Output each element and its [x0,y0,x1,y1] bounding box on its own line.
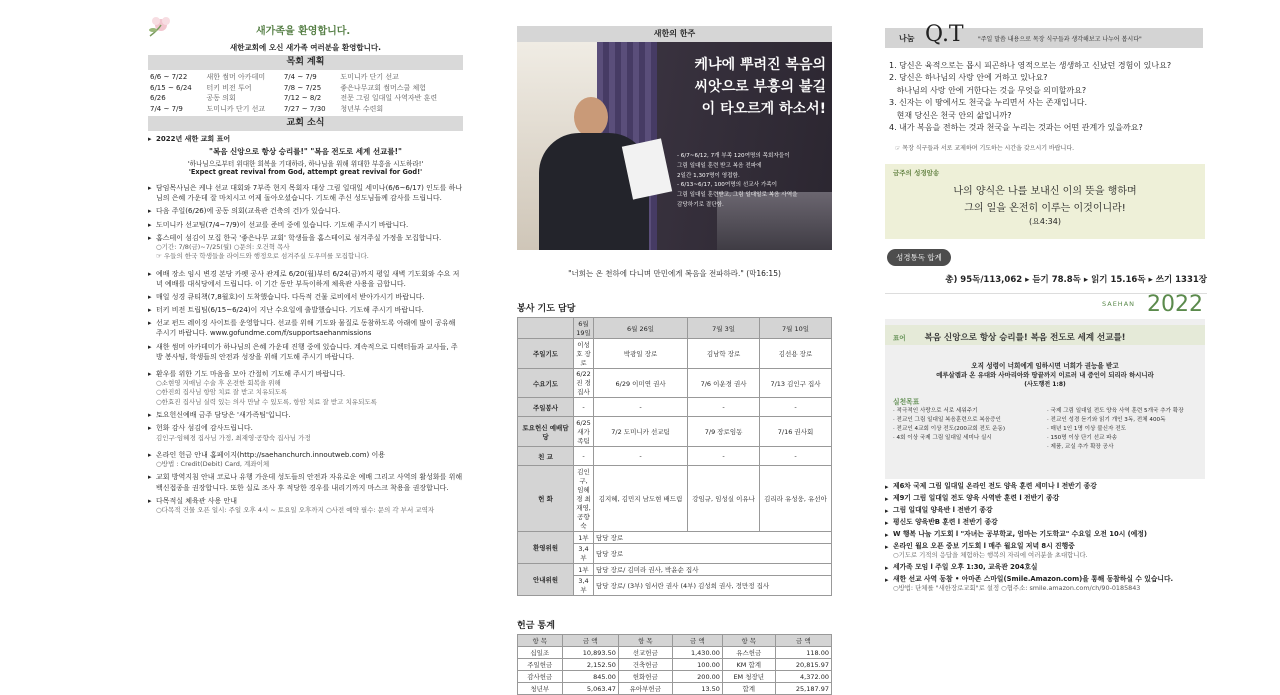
program-item: ▸ W 행복 나눔 기도회 l "자녀는 공부학교, 엄마는 기도학교" 수요일 오전 10시 (예정) [885,530,1207,540]
offering-col: 금 액 [672,635,722,647]
schedule-event: 새한 썸머 아카데미 [206,73,266,81]
offering-item: 헌화헌금 [618,671,672,683]
offering-amount: 25,187.97 [775,683,831,695]
news-subitem: ○한효진 집사님 실력 있는 의사 만날 수 있도록, 항암 치료 잘 받고 치유되도록 [156,397,377,406]
program-item: ▸ 새한 선교 사역 동참 • 아마존 스마일(Smile.Amazon.com)을 통해 동참하실 수 있습니다. [885,575,1207,585]
hymn-header: 새한의 한주 [517,26,832,42]
program-item: ▸ 온라인 월요 오픈 중보 기도회 l 매주 월요일 저녁 8시 진행중 [885,542,1207,552]
service-cell: - [574,447,594,466]
service-cell: 6/29 이미연 권사 [594,369,688,398]
schedule-table [148,72,463,114]
schedule-date: 6/15 ~ 6/24 [150,83,192,92]
goal-item: · 전교인 4교회 이상 전도(200교회 전도 운동) [893,426,1006,433]
offering-amount: 845.00 [562,671,618,683]
program-item: ▸ 세가족 모임 l 주일 오후 1:30, 교육관 204호실 [885,563,1207,573]
schedule-event: 공동 의회 [206,94,236,102]
offering-amount: 13.50 [672,683,722,695]
offering-item: 감사헌금 [518,671,563,683]
guide-key: 1부 [574,564,594,576]
news-subitem: 김인구·임혜경 집사님 가정, 최재영·공향숙 집사님 가정 [156,433,311,442]
motto-main: 복음 신앙으로 항상 승리를! 복음 전도로 세계 선교를! [924,333,1126,344]
program-item: ▸ 제6차 국제 그림 일대일 온라인 전도 양육 훈련 세미나 l 전반기 종강 [885,482,1207,492]
guide-label: 안내위원 [518,564,574,596]
welcome-title: 새가족을 환영합니다. [256,26,351,37]
motto-verse-1: 오직 성령이 너희에게 임하시면 너희가 권능을 받고 [971,362,1119,371]
news-subitem: ○기간: 7/8(금)~7/25(월) ○문의: 오건혁 목사 [156,242,290,251]
goal-item: · 매년 1인 1명 이상 불신자 전도 [1047,426,1127,433]
goal-item: · 150명 이상 단기 선교 파송 [1047,435,1117,442]
service-cell: - [688,398,760,417]
news-item: ▸ 홈스테이 섬김이 모집 한국 '좋은나무 교회' 학생들을 홈스테이로 섬겨주실 가정을 모집합니다. [148,233,463,243]
qt-label: 나눔 [899,34,915,43]
offering-item: 선교헌금 [618,647,672,659]
memory-line-2: 그의 일을 온전히 이루는 이것이니라! [964,203,1126,215]
motto-text: "복음 신앙으로 항상 승리를!" "복음 전도로 세계 선교를!" [209,147,402,157]
qt-questions [889,60,1207,134]
banner-line-1: 케냐에 뿌려진 복음의 [694,57,826,73]
qt-question: 하나님의 사랑 안에 거한다는 것을 무엇을 의미할까요? [889,85,1087,95]
service-cell: 7/2 도미니카 선교팀 [594,417,688,447]
program-list [885,482,1207,593]
news-item: ▸ 도미니카 선교팀(7/4~7/9)이 선교를 준비 중에 있습니다. 기도해 주시기 바랍니다. [148,220,463,230]
offering-col: 금 액 [775,635,831,647]
schedule-date: 7/27 ~ 7/30 [283,104,326,113]
schedule-event: 도미니카 단기 선교 [340,73,399,81]
news-item: ▸ 다음 주일(6/26)에 공동 의회(교육관 건축의 건)가 있습니다. [148,206,463,216]
welcome-value: 담당 장로 [594,532,832,544]
banner-line-2: 씨앗으로 부흥의 불길 [694,79,826,95]
service-cell: 6/22 진 경 집사 [574,369,594,398]
offering-item: KM 합계 [722,659,775,671]
service-date: 6월 19일 [574,318,594,339]
offering-amount: 1,430.00 [672,647,722,659]
service-label: 토요헌신 예배담당 [518,417,574,447]
memory-line-1: 나의 양식은 나를 보내신 이의 뜻을 행하며 [953,186,1137,198]
motto-box [885,319,1205,479]
welcome-row [518,532,832,544]
program-item: ▸ 평신도 양육반B 훈련 l 전반기 종강 [885,518,1207,528]
mission-photo [517,42,832,250]
service-cell: 7/16 권사회 [760,417,832,447]
motto-korean: '하나님으로부터 위대한 회복을 기대하라, 하나님을 위해 위대한 부흥을 시도하라!' [187,160,424,169]
offering-amount: 10,893.50 [562,647,618,659]
news-item: ▸ 매일 성경 큐티책(7,8월호)이 도착했습니다. 다독적 건물 로비에서 받아가시기 바랍니다. [148,292,463,302]
offering-row [518,647,832,659]
qt-question: 4. 내가 복음을 전하는 것과 천국을 누리는 것과는 어떤 관계가 있을까요? [889,122,1143,132]
goal-item: · 국제 그림 일대일 전도 양육 사역 훈련 5개국 추가 확장 [1047,408,1184,415]
offering-item: 유아부헌금 [618,683,672,695]
service-date: 7월 3일 [688,318,760,339]
service-cell: 김리라 유성웅, 유선아 [760,466,832,532]
news-item: ▸ 온라인 헌금 안내 홈페이지(http://saehanchurch.innoutweb.com) 이용 [148,450,463,460]
qt-quote: "주일 말씀 내용으로 목장 식구들과 생각해보고 나누어 봅시다" [978,36,1142,43]
welcome-key: 3,4부 [574,544,594,564]
service-cell: 7/13 김인구 집사 [760,369,832,398]
flower-icon [148,12,174,38]
column-middle [517,0,832,693]
offering-amount: 118.00 [775,647,831,659]
service-row [518,417,832,447]
news-subitem: ○한진희 집사님 항암 치료 잘 받고 치유되도록 [156,388,288,397]
program-subitem: ○기도로 기적의 응답을 체험하는 행복의 자리에 여러분을 초대합니다. [893,551,1088,560]
memory-box [885,164,1205,239]
qt-note: ☞ 목장 식구들과 서로 교제하며 기도하는 시간을 갖으시기 바랍니다. [895,145,1075,153]
offering-amount: 5,063.47 [562,683,618,695]
goal-item: · 제품, 교실 추가 확장 공사 [1047,444,1114,451]
offering-amount: 20,815.97 [775,659,831,671]
news-list [148,183,463,515]
service-label: 친 교 [518,447,574,466]
schedule-row [148,104,463,115]
welcome-key: 1부 [574,532,594,544]
program-item: ▸ 그림 일대일 양육반 l 전반기 종강 [885,506,1207,516]
memory-label: 금주의 성경암송 [893,169,940,178]
schedule-date: 7/4 ~ 7/9 [150,104,183,113]
motto-verse-ref: (사도행전 1:8) [1024,381,1066,389]
schedule-event: 도미니카 단기 선교 [206,104,266,113]
offering-item: 주일헌금 [518,659,563,671]
offering-row [518,683,832,695]
schedule-row [148,93,463,104]
news-item: ▸ 예배 장소 임시 변경 본당 카펫 공사 관계로 6/20(월)부터 6/24(금)까지 평일 새벽 기도회와 수요 저녁 예배를 대식당에서 드립니다. 이 기간 동안 부득이하게 체육관 사용을 금합니다. [148,269,463,289]
year-text: 2022 [1147,292,1203,318]
news-item: ▸ 선교 펀드 레이징 사이트를 운영합니다. 선교를 위해 기도와 물질로 동참하도록 아래에 많이 공유해 주시기 바랍니다. www.gofundme.com/f/supportsaehanmissions [148,318,463,338]
schedule-date: 7/8 ~ 7/25 [283,83,322,92]
qt-question: 현재 당신은 천국 안의 삶입니까? [889,110,1012,120]
offering-header: 헌금 통계 [517,621,555,631]
service-cell: - [760,398,832,417]
offering-item: 건축헌금 [618,659,672,671]
service-cell: - [594,398,688,417]
offering-col: 항 목 [618,635,672,647]
news-item: ▸ 담임목사님은 케냐 선교 대회와 7부족 현지 목회자 대상 그림 일대일 세미나(6/6~6/17) 인도를 하나님의 은혜 가운데 잘 마치시고 어제 돌아오셨습니다. 기도해 주신 성도님들께 감사를 드립니다. [148,183,463,203]
service-row [518,398,832,417]
service-cell: - [688,447,760,466]
service-cell: 강임규, 임성실 이유나 [688,466,760,532]
news-item: ▸ 새한 썸머 아카데미가 하나님의 은혜 가운데 진행 중에 있습니다. 계속적으로 디렉터들과 교사들, 주방 봉사팀, 학생들의 안전과 성장을 위해 기도해 주시기 바랍니다. [148,342,463,362]
reading-stats: 총) 95독/113,062 ▸ 듣기 78.8독 ▸ 읽기 15.16독 ▸ 쓰기 1331장 [945,275,1207,286]
column-left [148,0,463,688]
welcome-subtitle: 새한교회에 오신 새가족 여러분을 환영합니다. [230,43,381,52]
service-row [518,466,832,532]
caption-line: 감당하기로 결단함. [677,201,724,208]
goals-right [1047,407,1197,452]
goal-item: · 전교인 그림 일대일 복음훈련으로 복음증인 [893,417,1001,424]
news-subitem: ○다목적 건물 오픈 일시: 주일 오후 4시 ~ 토요일 오후까지 ○사전 예약 필수: 문의 각 부서 교역자 [156,505,435,514]
offering-amount: 4,372.00 [775,671,831,683]
service-label: 수요기도 [518,369,574,398]
bible-verse: "너희는 온 천하에 다니며 만민에게 복음을 전파하라." (막16:15) [568,269,781,278]
qt-question: 3. 신자는 이 땅에서도 천국을 누리면서 사는 존재입니다. [889,98,1087,108]
motto-label: 표어 [893,334,906,343]
news-item: ▸ 터키 비전 트립팀(6/15~6/24)이 지난 수요일에 출발했습니다. 기도해 주시기 바랍니다. [148,305,463,315]
schedule-date: 6/6 ~ 7/22 [150,73,188,81]
service-header: 봉사 기도 담당 [517,304,576,314]
news-item: ▸ 토요헌신예배 금주 담당은 '새가족팀'입니다. [148,410,463,420]
schedule-event: 청년부 수련회 [340,104,384,113]
offering-amount: 2,152.50 [562,659,618,671]
qt-question: 1. 당신은 육적으로는 몹시 피곤하나 영적으로는 생생하고 신났던 경험이 있나요? [889,61,1172,70]
service-label: 주일봉사 [518,398,574,417]
caption-line: - 6/7~6/12, 7개 부족 120여명의 목회자들이 [677,153,790,159]
service-table [517,317,832,596]
guide-value: 담당 장로/ (3부) 임서란 권사 (4부) 김성희 권사, 정만정 집사 [594,576,832,596]
schedule-row [148,72,463,83]
news-item: ▸ 환우를 위한 기도 마음을 모아 간절히 기도해 주시기 바랍니다. [148,369,463,379]
service-cell: - [594,447,688,466]
service-cell: 7/9 장로임동 [688,417,760,447]
offering-col: 항 목 [518,635,563,647]
program-subitem: ○방법: 단체를 "새한장로교회"로 설정 ○협주소: smile.amazon.com/ch/90-0185843 [893,584,1141,593]
service-cell: 6/25 새가족팀 [574,417,594,447]
news-item: ▸ 헌화 감사 섬김에 감사드립니다. [148,423,463,433]
schedule-event: 전문 그림 일대일 사역자반 훈련 [340,94,438,102]
qt-header [885,22,1203,48]
welcome-banner [148,0,463,42]
guide-value: 담당 장로/ 김미라 권사, 박윤순 집사 [594,564,832,576]
service-row [518,339,832,369]
news-item: ▸ 다목적실 체육관 사용 안내 [148,496,463,506]
offering-item: EM 청장년 [722,671,775,683]
guide-row [518,564,832,576]
pastor-figure [539,97,659,250]
brand-text: SAEHAN [1102,300,1135,309]
service-cell: 이성호 장로 [574,339,594,369]
news-subitem: ○소현영 지매님 수술 후 온전한 회복을 위해 [156,378,281,387]
service-cell: 김남학 장로 [688,339,760,369]
service-cell: 박광일 장로 [594,339,688,369]
offering-item: 청년부 [518,683,563,695]
service-cell: - [574,398,594,417]
motto-head: ▸ 2022년 새한 교회 표어 [148,134,463,144]
offering-amount: 100.00 [672,659,722,671]
offering-row [518,659,832,671]
service-cell: 7/6 이운경 권사 [688,369,760,398]
welcome-value: 담당 장로 [594,544,832,564]
service-cell: 김선용 장로 [760,339,832,369]
motto-verse-2: 예루살렘과 온 유대와 사마리아와 땅끝까지 이르러 내 증인이 되리라 하시니라 [936,371,1154,380]
news-subitem: ○방법 : Credit(Debit) Card, 계좌이체 [156,460,270,469]
offering-col: 금 액 [562,635,618,647]
motto-english: 'Expect great revival from God, attempt great revival for God!' [188,168,423,177]
qt-big: Q.T [925,22,964,47]
news-subitem: ☞ 우들의 한국 학생들을 라이드와 행정으로 섬겨주실 도우미를 모집합니다. [156,252,369,261]
schedule-row [148,83,463,94]
caption-line: 그림 일대일 훈련 받고 복음 전파에 [677,162,762,169]
service-row [518,447,832,466]
service-date: 6월 26일 [594,318,688,339]
offering-col: 항 목 [722,635,775,647]
schedule-event: 좋은나무교회 썸머스쿨 체험 [340,83,426,92]
caption-line: 그림 일대일 훈련받고, 그림 일대일로 복음 사역을 [677,192,798,199]
goals-left [893,407,1041,452]
offering-item: 합계 [722,683,775,695]
year-block [885,293,1207,319]
column-right [885,0,1207,688]
service-cell: 김인구, 임혜경 최재영, 공향숙 [574,466,594,532]
goal-item: · 전교인 성경 듣기와 읽기 개인 3독, 전체 400독 [1047,417,1166,424]
schedule-date: 6/26 [150,94,166,102]
offering-item: 십일조 [518,647,563,659]
guide-key: 3,4부 [574,576,594,596]
schedule-header: 목회 계획 [148,55,463,70]
news-header: 교회 소식 [148,116,463,131]
banner-line-3: 이 타오르게 하소서! [701,101,826,117]
service-cell: 김지혜, 김민지 남도현 배드림 [594,466,688,532]
memory-ref: (요4:34) [1029,217,1061,227]
goal-item: · 적극적인 사랑으로 서로 세워주기 [893,408,978,415]
service-cell: - [760,447,832,466]
service-date: 7월 10일 [760,318,832,339]
offering-item: 유스헌금 [722,647,775,659]
offering-row [518,671,832,683]
program-item: ▸ 제9기 그림 일대일 전도 양육 사역반 훈련 l 전반기 종강 [885,494,1207,504]
service-label: 헌 화 [518,466,574,532]
caption-line: - 6/13~6/17, 100여명의 선교사 가족이 [677,182,778,189]
schedule-date: 7/12 ~ 8/2 [283,94,322,102]
offering-amount: 200.00 [672,671,722,683]
caption-line: 2일간 1,307명이 영접함. [677,172,740,179]
goals-title: 실천목표 [893,398,920,407]
reading-badge: 성경통독 합계 [887,249,951,266]
news-item: ▸ 교회 방역지침 안내 코로나 유행 가운데 성도들의 안전과 자유로운 예배 그리고 사역의 활성화를 위해 백신접종을 권장합니다. 또한 실로 조사 후 적당한 경우를 내리기까지 마스크 착용을 권장합니다. [148,472,463,492]
service-label: 주일기도 [518,339,574,369]
schedule-date: 7/4 ~ 7/9 [283,73,317,81]
schedule-event: 터키 비전 투어 [206,83,252,92]
qt-question: 2. 당신은 하나님의 사랑 안에 거하고 있나요? [889,73,1048,83]
service-row [518,369,832,398]
goal-item: · 4회 이상 국제 그림 일대일 세미나 실시 [893,435,992,442]
welcome-label: 환영위원 [518,532,574,564]
offering-table [517,634,832,695]
photo-caption [677,152,798,211]
